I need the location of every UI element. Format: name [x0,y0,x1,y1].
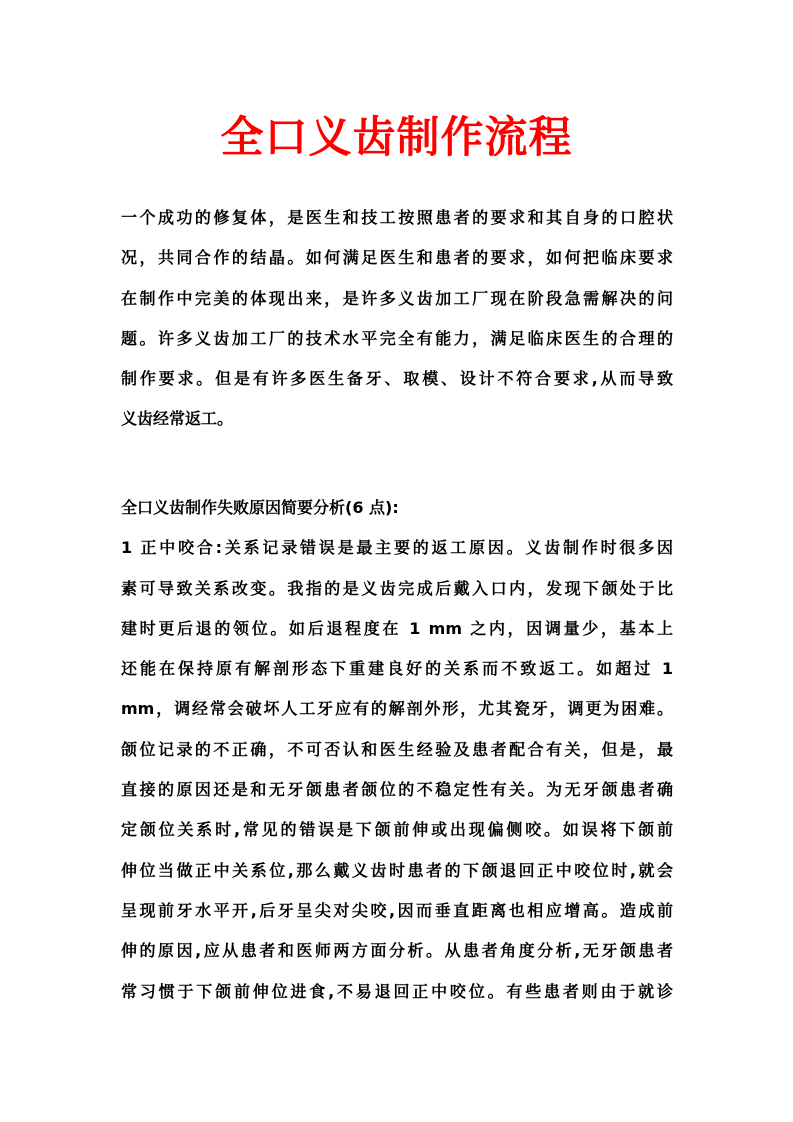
section-line: 1 正中咬合:关系记录错误是最主要的返工原因。义齿制作时很多因 [121,538,673,558]
intro-line: 义齿经常返工。 [121,409,234,429]
intro-line: 题。许多义齿加工厂的技术水平完全有能力，满足临床医生的合理的 [121,328,673,348]
section-heading: 全口义齿制作失败原因简要分析(6 点): [121,498,399,517]
section-line: 伸的原因,应从患者和医师两方面分析。从患者角度分析,无牙颌患者 [121,941,673,961]
section-line: 直接的原因还是和无牙颌患者颌位的不稳定性有关。为无牙颌患者确 [121,780,673,800]
intro-line: 制作要求。但是有许多医生备牙、取模、设计不符合要求,从而导致 [121,369,673,389]
intro-line: 况，共同合作的结晶。如何满足医生和患者的要求，如何把临床要求 [121,248,673,268]
section-line: 还能在保持原有解剖形态下重建良好的关系而不致返工。如超过 1 [121,659,673,679]
section-line: 素可导致关系改变。我指的是义齿完成后戴入口内，发现下颌处于比 [121,578,673,598]
intro-paragraph [121,198,673,440]
document-title: 全口义齿制作流程 [220,113,573,163]
failure-analysis-section [121,488,673,1012]
section-line: 定颌位关系时,常见的错误是下颌前伸或出现偏侧咬。如误将下颌前 [121,820,673,840]
section-line: mm，调经常会破坏人工牙应有的解剖外形，尤其瓷牙，调更为困难。 [121,699,673,719]
intro-line: 一个成功的修复体，是医生和技工按照患者的要求和其自身的口腔状 [121,208,673,227]
intro-line: 在制作中完美的体现出来，是许多义齿加工厂现在阶段急需解决的问 [121,288,673,308]
section-line: 伸位当做正中关系位,那么戴义齿时患者的下颌退回正中咬位时,就会 [121,860,673,880]
section-line: 呈现前牙水平开,后牙呈尖对尖咬,因而垂直距离也相应增高。造成前 [121,900,673,920]
section-line: 颌位记录的不正确，不可否认和医生经验及患者配合有关，但是，最 [121,739,673,759]
section-line: 常习惯于下颌前伸位进食,不易退回正中咬位。有些患者则由于就诊 [121,981,673,1001]
section-line: 建时更后退的领位。如后退程度在 1 mm 之内，因调量少，基本上 [121,618,673,638]
